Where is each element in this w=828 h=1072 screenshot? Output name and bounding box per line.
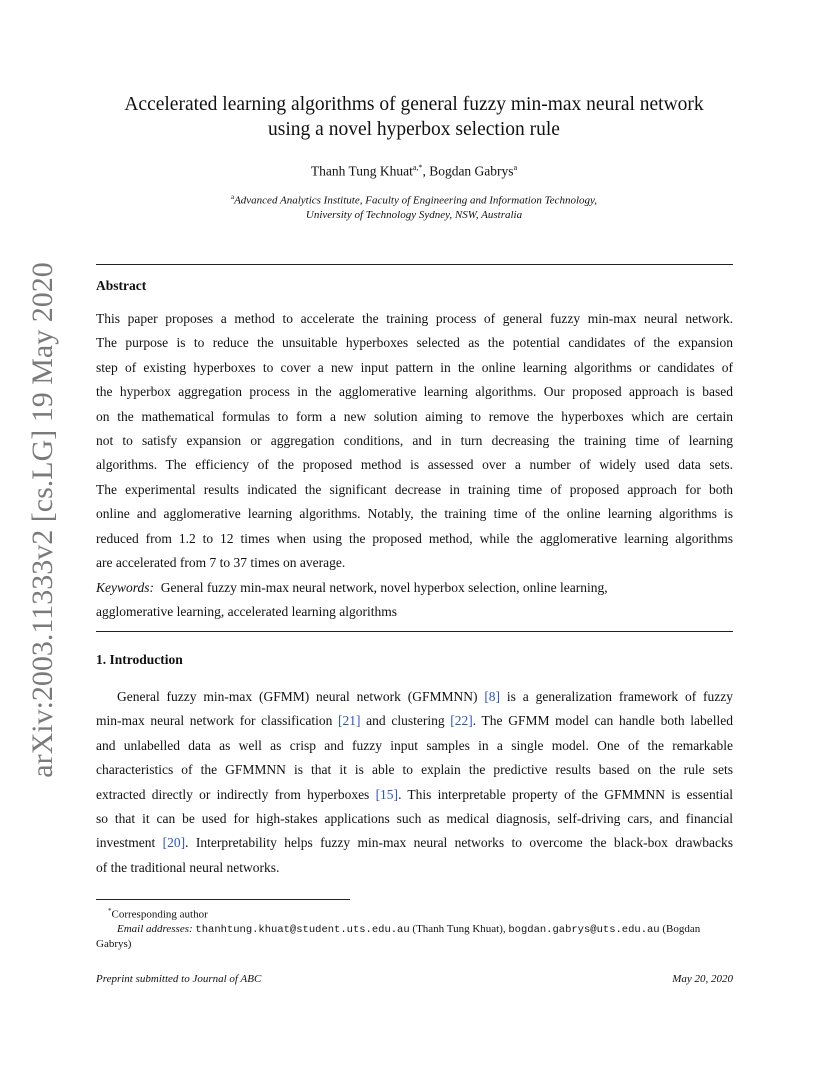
intro-line: characteristics of the GFMMNN is that it is able to explain the predictive results based on the rule sets <box>96 762 733 778</box>
keywords-label: Keywords: <box>96 580 154 595</box>
abstract-line: The experimental results indicated the significant decrease in training time of proposed approach for both <box>96 481 733 497</box>
email-link[interactable]: bogdan.gabrys@uts.edu.au <box>508 923 660 936</box>
intro-line: extracted directly or indirectly from hyperboxes [15]. This interpretable property of the GFMMNN is essential <box>96 786 733 802</box>
author-1-marks: a,* <box>412 163 423 172</box>
keywords-line-1: General fuzzy min-max neural network, novel hyperbox selection, online learning, <box>160 580 608 595</box>
intro-line: of the traditional neural networks. <box>96 859 280 875</box>
affiliation-line-1: Advanced Analytics Institute, Faculty of Engineering and Information Technology, <box>234 194 598 207</box>
footer-submission: Preprint submitted to Journal of ABC <box>96 973 262 985</box>
abstract-line: reduced from 1.2 to 12 times when using the proposed method, while the agglomerative learning algorithms <box>96 530 733 546</box>
intro-line: General fuzzy min-max (GFMM) neural network (GFMMNN) [8] is a generalization framework of fuzzy <box>117 689 734 704</box>
footnote-corresponding: Corresponding author <box>111 908 208 921</box>
title-line-1: Accelerated learning algorithms of general fuzzy min-max neural network <box>124 94 704 115</box>
abstract-line: step of existing hyperboxes to cover a new input pattern in the online learning algorithms or candidates of <box>96 359 733 375</box>
abstract-line: This paper proposes a method to accelerate the training process of general fuzzy min-max neural network. <box>96 311 733 326</box>
email-link[interactable]: thanhtung.khuat@student.uts.edu.au <box>195 923 410 936</box>
keywords-line-2: agglomerative learning, accelerated learning algorithms <box>96 604 397 620</box>
citation-link[interactable]: [22] <box>450 713 473 729</box>
citation-link[interactable]: [8] <box>484 689 501 704</box>
section-heading-introduction: 1. Introduction <box>96 652 183 667</box>
title-line-2: using a novel hyperbox selection rule <box>268 119 560 140</box>
author-list: Thanh Tung Khuat$^{a,*}$, Bogdan Gabrys$^a$ <box>310 163 518 179</box>
abstract-line: not to satisfy expansion or aggregation conditions, and in turn decreasing the training time of learning <box>96 432 733 448</box>
footnote: *Corresponding author Email addresses: thanhtung.khuat@student.uts.edu.au (Thanh Tung Khuat), bogdan.gabrys@uts.edu.au (Bogdan Gabrys) <box>96 907 701 950</box>
footer-date: May 20, 2020 <box>672 973 733 985</box>
intro-line: and unlabelled data as well as crisp and fuzzy input samples in a single model. One of the remarkable <box>96 737 733 753</box>
author-1: Thanh Tung Khuat <box>310 163 413 179</box>
footnote-email-label: Email addresses: <box>117 922 193 935</box>
abstract-line: online and agglomerative learning algorithms. Notably, the training time of the online learning algorithms is <box>96 506 733 522</box>
intro-line: investment [20]. Interpretability helps fuzzy min-max neural networks to overcome the black-box drawbacks <box>96 835 733 851</box>
footnote-rule <box>96 899 350 900</box>
author-2: Bogdan Gabrys <box>429 163 514 179</box>
introduction-body <box>96 685 733 880</box>
abstract-line: on the mathematical formulas to form a new solution aiming to remove the hyperboxes which are certain <box>96 408 733 424</box>
abstract-line: The purpose is to reduce the unsuitable hyperboxes selected as the potential candidates of the expansion <box>96 335 733 351</box>
affiliation: $^a$Advanced Analytics Institute, Faculty of Engineering and Information Technology, University of Technology Sydney, NSW, Australia <box>90 190 738 222</box>
citation-link[interactable]: [15] <box>375 786 399 802</box>
abstract-bottom-rule <box>96 631 733 632</box>
paper-title <box>90 92 738 142</box>
intro-line: so that it can be used for high-stakes applications such as medical diagnosis, self-driving cars, and financial <box>96 810 733 826</box>
abstract-top-rule <box>96 264 733 265</box>
abstract-heading: Abstract <box>96 278 147 293</box>
affiliation-line-2: University of Technology Sydney, NSW, Australia <box>305 208 523 221</box>
citation-link[interactable]: [21] <box>338 713 361 729</box>
abstract-line: algorithms. The efficiency of the proposed method is assessed over a number of widely used data sets. <box>96 457 733 473</box>
abstract-line: are accelerated from 7 to 37 times on average. <box>96 554 346 570</box>
author-2-marks: a <box>513 163 518 172</box>
keywords <box>96 576 733 625</box>
intro-line: min-max neural network for classification [21] and clustering [22]. The GFMM model can handle both labelled <box>96 713 733 729</box>
abstract-body <box>96 307 733 575</box>
citation-link[interactable]: [20] <box>162 835 186 851</box>
abstract-line: the hyperbox aggregation process in the agglomerative learning algorithms. Our proposed approach is based <box>96 384 733 400</box>
